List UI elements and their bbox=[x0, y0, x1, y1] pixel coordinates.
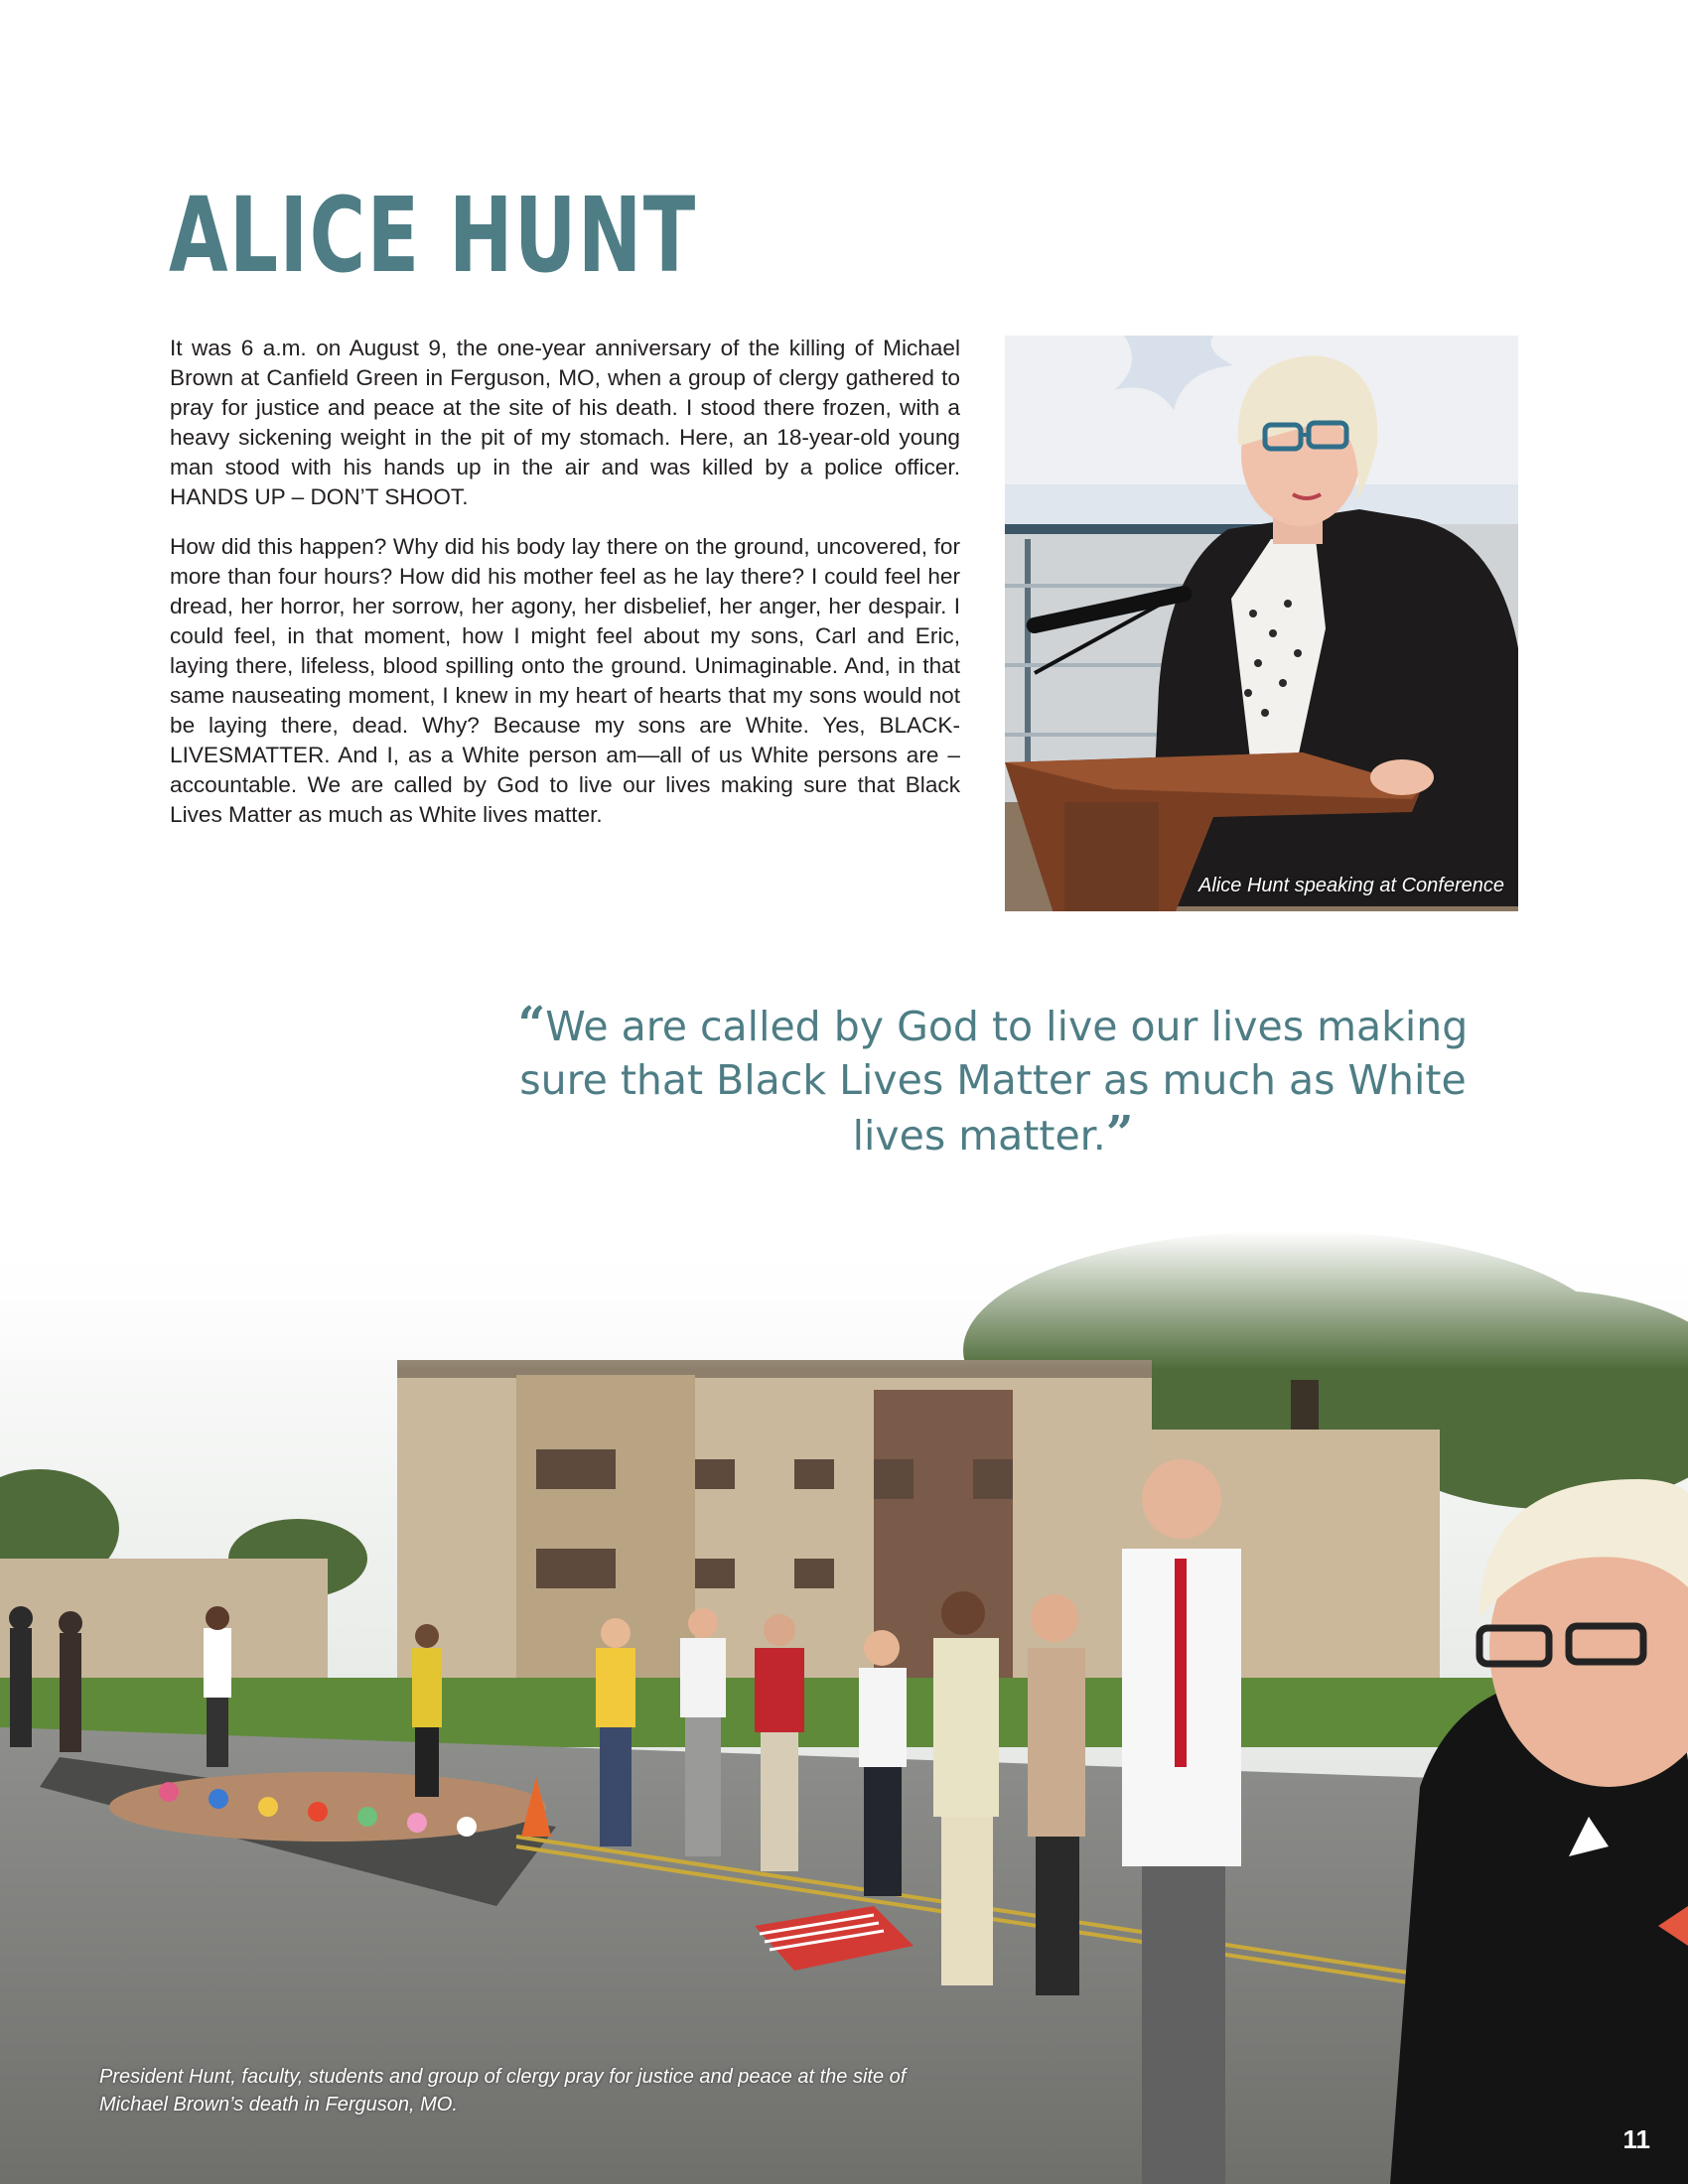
page-title: ALICE HUNT bbox=[169, 175, 697, 296]
speaker-illustration bbox=[1005, 336, 1518, 911]
article-body bbox=[170, 334, 960, 850]
paragraph: It was 6 a.m. on August 9, the one-year anniversary of the killing of Michael Brown at Canfield Green in Ferguson, MO, when a group of clergy gathered to pray for justice and peace at the site of his death. I stood there frozen, with a heavy sickening weight in the pit of my stomach. Here, an 18-year-old young man stood with his hands up in the air and was killed by a police officer. HANDS UP – DON’T SHOOT. bbox=[170, 336, 960, 509]
page-number: 11 bbox=[1622, 2124, 1650, 2154]
open-quote-mark: “ bbox=[517, 997, 546, 1052]
pull-quote bbox=[496, 998, 1489, 1162]
pull-quote-text: We are called by God to live our lives making sure that Black Lives Matter as much as White lives matter. bbox=[519, 1003, 1469, 1160]
paragraph: How did this happen? Why did his body lay there on the ground, uncovered, for more than four hours? How did his mother feel as he lay there? I could feel her dread, her horror, her sorrow, her agony, her disbelief, her anger, her despair. I could feel, in that moment, how I might feel about my sons, Carl and Eric, laying there, lifeless, blood spilling onto the ground. Unimaginable. And, in that same nauseating moment, I knew in my heart of hearts that my sons would not be laying there, dead. Why? Because my sons are White. Yes, BLACK-LIVESMATTER. And I, as a White person am—all of us White persons are – accountable. We are called by God to live our lives making sure that Black Lives Matter as much as White lives matter. bbox=[170, 534, 960, 827]
photo-caption: President Hunt, faculty, students and group of clergy pray for justice and peace at the site of Michael Brown’s death in Ferguson, MO. bbox=[99, 2066, 907, 2116]
close-quote-mark: ” bbox=[1105, 1106, 1134, 1161]
vigil-photo bbox=[0, 1231, 1688, 2184]
photo-caption: Alice Hunt speaking at Conference bbox=[1198, 875, 1504, 896]
vigil-illustration bbox=[0, 1231, 1688, 2184]
speaker-photo bbox=[1005, 336, 1518, 911]
